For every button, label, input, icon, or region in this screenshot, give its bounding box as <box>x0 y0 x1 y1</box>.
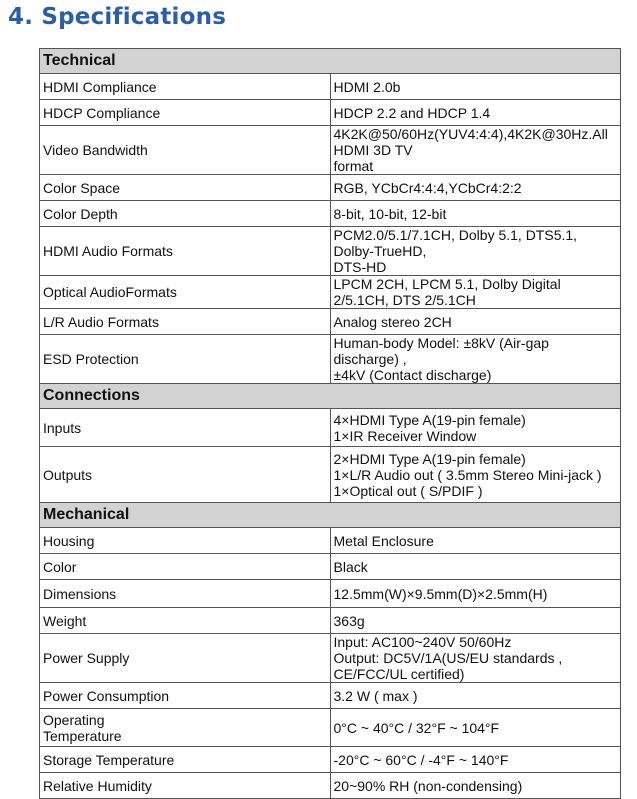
table-row <box>40 773 621 799</box>
table-row <box>40 528 621 554</box>
table-row <box>40 100 621 126</box>
section-header <box>40 503 621 528</box>
table-row <box>40 447 621 503</box>
spec-value: LPCM 2CH, LPCM 5.1, Dolby Digital 2/5.1CH, DTS 2/5.1CH <box>330 276 621 309</box>
spec-label: Inputs <box>40 409 331 447</box>
spec-value: Human-body Model: ±8kV (Air-gap discharge) , ±4kV (Contact discharge) <box>330 335 621 384</box>
spec-value: Analog stereo 2CH <box>330 309 621 335</box>
spec-label: Outputs <box>40 447 331 503</box>
spec-label: Housing <box>40 528 331 554</box>
spec-value: PCM2.0/5.1/7.1CH, Dolby 5.1, DTS5.1, Dolby-TrueHD, DTS-HD <box>330 227 621 276</box>
spec-value: 8-bit, 10-bit, 12-bit <box>330 201 621 227</box>
table-row <box>40 608 621 634</box>
table-row <box>40 74 621 100</box>
spec-label: Color Depth <box>40 201 331 227</box>
spec-label: Dimensions <box>40 580 331 608</box>
spec-value: 4×HDMI Type A(19-pin female) 1×IR Receiver Window <box>330 409 621 447</box>
spec-value: HDCP 2.2 and HDCP 1.4 <box>330 100 621 126</box>
table-row <box>40 409 621 447</box>
table-row <box>40 276 621 309</box>
spec-label: HDCP Compliance <box>40 100 331 126</box>
spec-value: Metal Enclosure <box>330 528 621 554</box>
spec-value: RGB, YCbCr4:4:4,YCbCr4:2:2 <box>330 175 621 201</box>
table-row <box>40 175 621 201</box>
table-row <box>40 126 621 175</box>
spec-label: Storage Temperature <box>40 747 331 773</box>
section-header <box>40 384 621 409</box>
specifications-table <box>39 48 621 799</box>
spec-value: 4K2K@50/60Hz(YUV4:4:4),4K2K@30Hz.All HDMI 3D TV format <box>330 126 621 175</box>
spec-value: -20°C ~ 60°C / -4°F ~ 140°F <box>330 747 621 773</box>
spec-value: 20~90% RH (non-condensing) <box>330 773 621 799</box>
spec-label: HDMI Audio Formats <box>40 227 331 276</box>
table-row <box>40 309 621 335</box>
spec-value: 2×HDMI Type A(19-pin female) 1×L/R Audio out ( 3.5mm Stereo Mini-jack ) 1×Optical out ( S/PDIF ) <box>330 447 621 503</box>
section-header <box>40 49 621 74</box>
table-row <box>40 554 621 580</box>
spec-label: Color Space <box>40 175 331 201</box>
spec-value: 0°C ~ 40°C / 32°F ~ 104°F <box>330 709 621 747</box>
spec-value: HDMI 2.0b <box>330 74 621 100</box>
spec-label: Video Bandwidth <box>40 126 331 175</box>
table-row <box>40 709 621 747</box>
section-title: Mechanical <box>40 503 621 528</box>
spec-label: ESD Protection <box>40 335 331 384</box>
spec-label: Relative Humidity <box>40 773 331 799</box>
spec-value: Black <box>330 554 621 580</box>
spec-value: 363g <box>330 608 621 634</box>
section-title: Connections <box>40 384 621 409</box>
spec-label: Optical AudioFormats <box>40 276 331 309</box>
section-title: Technical <box>40 49 621 74</box>
table-row <box>40 683 621 709</box>
table-row <box>40 201 621 227</box>
spec-label: Power Supply <box>40 634 331 683</box>
spec-value: 3.2 W ( max ) <box>330 683 621 709</box>
spec-label: Power Consumption <box>40 683 331 709</box>
spec-label: Operating Temperature <box>40 709 331 747</box>
table-row <box>40 747 621 773</box>
table-row <box>40 634 621 683</box>
page-title: 4. Specifications <box>8 4 227 30</box>
spec-label: Color <box>40 554 331 580</box>
spec-label: Weight <box>40 608 331 634</box>
spec-value: 12.5mm(W)×9.5mm(D)×2.5mm(H) <box>330 580 621 608</box>
spec-label: L/R Audio Formats <box>40 309 331 335</box>
spec-value: Input: AC100~240V 50/60Hz Output: DC5V/1A(US/EU standards , CE/FCC/UL certified) <box>330 634 621 683</box>
spec-label: HDMI Compliance <box>40 74 331 100</box>
table-row <box>40 580 621 608</box>
table-row <box>40 227 621 276</box>
table-row <box>40 335 621 384</box>
